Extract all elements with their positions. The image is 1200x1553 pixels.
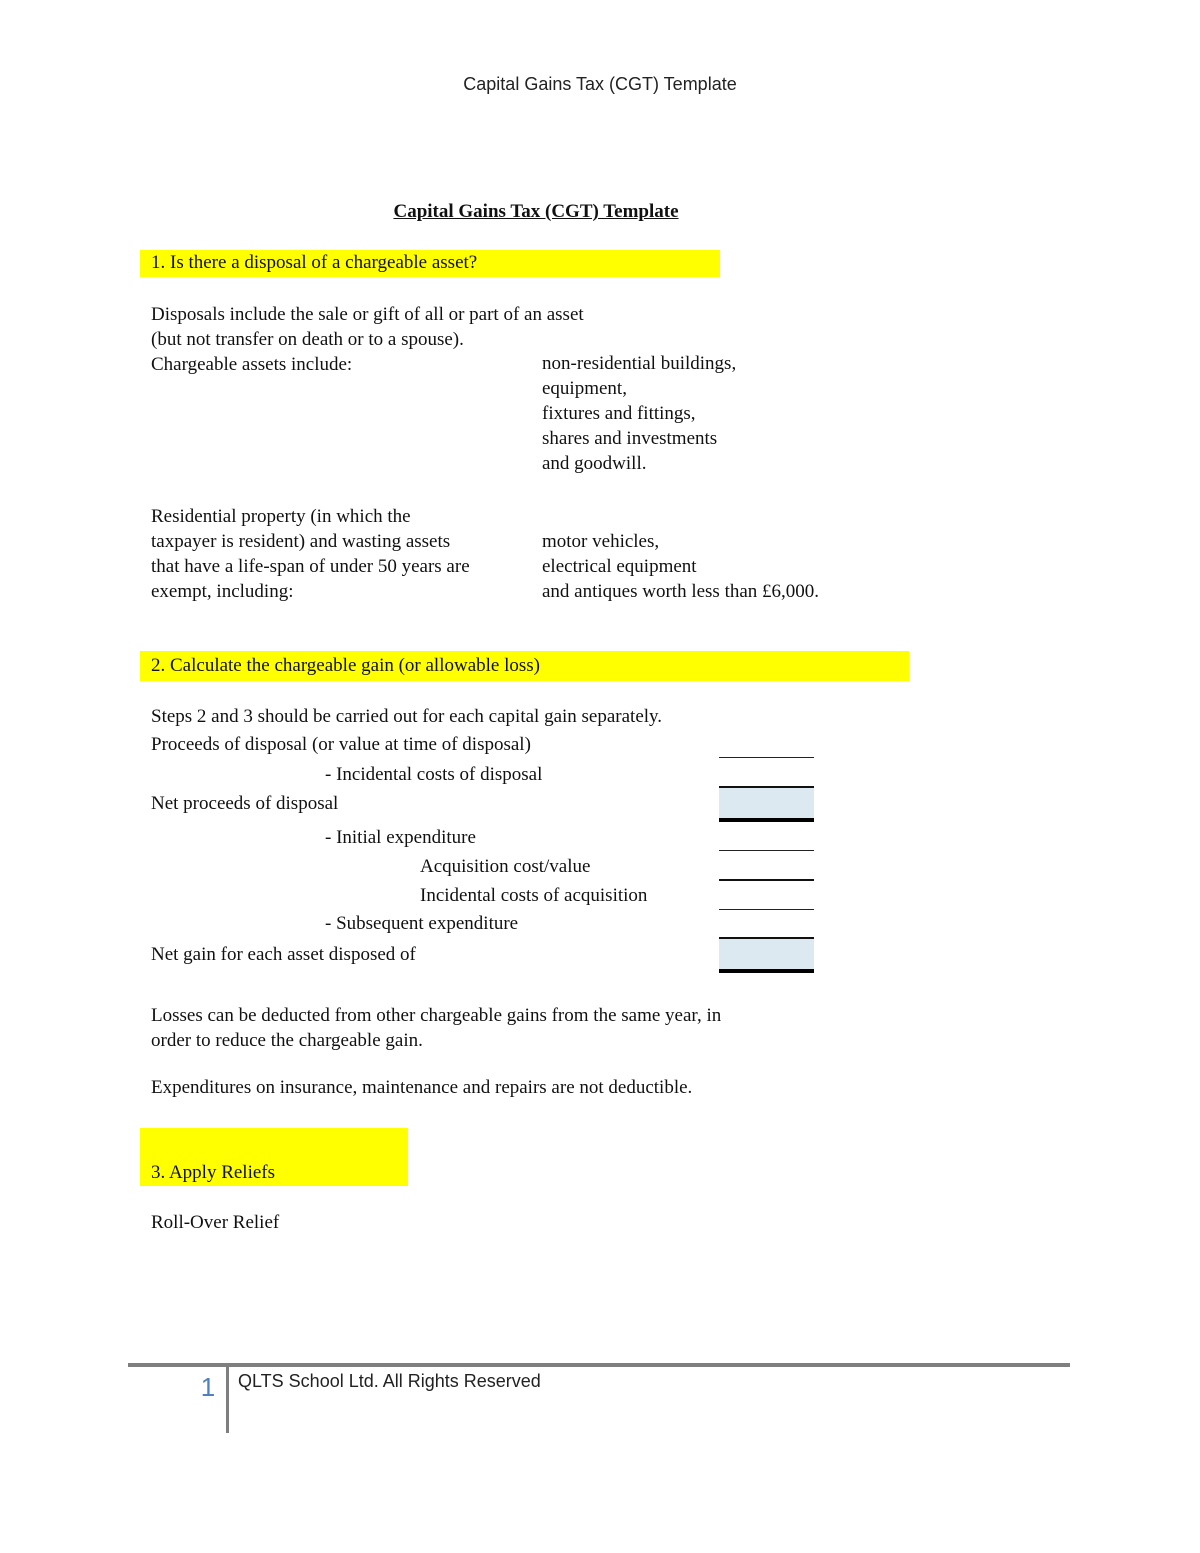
row-subsequent-expenditure-label: - Subsequent expenditure	[325, 913, 519, 934]
section3-heading-highlight	[140, 1128, 408, 1186]
row-acquisition-cost-label: Acquisition cost/value	[420, 856, 591, 877]
footer-copyright: QLTS School Ltd. All Rights Reserved	[238, 1371, 541, 1391]
acquisition-cost-amount-field[interactable]	[719, 856, 814, 881]
section1-heading: 1. Is there a disposal of a chargeable asset?	[151, 252, 478, 273]
section3-heading: 3. Apply Reliefs	[151, 1162, 276, 1183]
exempt-text	[151, 504, 470, 604]
footer-rule	[128, 1363, 1070, 1367]
list-item: equipment,	[542, 378, 627, 399]
row-incidental-disposal-label: - Incidental costs of disposal	[325, 764, 543, 785]
exempt-text-line: exempt, including:	[151, 581, 294, 602]
row-net-gain-label: Net gain for each asset disposed of	[151, 944, 416, 965]
section2-intro: Steps 2 and 3 should be carried out for each capital gain separately.	[151, 706, 663, 727]
list-item: motor vehicles,	[542, 531, 660, 552]
chargeable-assets-label: Chargeable assets include:	[151, 354, 353, 375]
list-item: shares and investments	[542, 428, 718, 449]
list-item: electrical equipment	[542, 556, 697, 577]
losses-note-line: order to reduce the chargeable gain.	[151, 1030, 423, 1051]
document-title: Capital Gains Tax (CGT) Template	[393, 201, 679, 222]
subsequent-expenditure-amount-field[interactable]	[719, 913, 814, 939]
page-number: 1	[200, 1372, 216, 1402]
list-item: and goodwill.	[542, 453, 647, 474]
list-item: non-residential buildings,	[542, 353, 737, 374]
section2-heading: 2. Calculate the chargeable gain (or allowable loss)	[151, 655, 540, 676]
list-item: fixtures and fittings,	[542, 403, 696, 424]
list-item: and antiques worth less than £6,000.	[542, 581, 820, 602]
chargeable-assets-list	[542, 351, 736, 476]
disposals-text-line: (but not transfer on death or to a spouse).	[151, 329, 464, 350]
proceeds-amount-field[interactable]	[719, 733, 814, 758]
exempt-assets-list	[542, 529, 819, 604]
row-initial-expenditure-label: - Initial expenditure	[325, 827, 476, 848]
section2-heading-highlight	[140, 651, 909, 681]
page-header: Capital Gains Tax (CGT) Template	[463, 74, 737, 94]
initial-expenditure-amount-field[interactable]	[719, 826, 814, 851]
incidental-acquisition-amount-field[interactable]	[719, 885, 814, 910]
exempt-text-line: taxpayer is resident) and wasting assets	[151, 531, 451, 552]
row-net-proceeds-label: Net proceeds of disposal	[151, 793, 339, 814]
expenditures-note: Expenditures on insurance, maintenance and repairs are not deductible.	[151, 1077, 693, 1098]
losses-note-line: Losses can be deducted from other chargeable gains from the same year, in	[151, 1005, 722, 1026]
net-proceeds-total-field[interactable]	[719, 788, 814, 822]
row-incidental-acquisition-label: Incidental costs of acquisition	[420, 885, 648, 906]
row-proceeds-label: Proceeds of disposal (or value at time of disposal)	[151, 734, 531, 755]
disposals-text	[151, 302, 584, 377]
losses-note	[151, 1003, 721, 1053]
exempt-text-line: that have a life-span of under 50 years are	[151, 556, 470, 577]
footer-divider	[226, 1367, 229, 1433]
section1-heading-highlight	[140, 250, 720, 277]
disposals-text-line: Disposals include the sale or gift of all or part of an asset	[151, 304, 584, 325]
incidental-disposal-amount-field[interactable]	[719, 763, 814, 788]
roll-over-relief: Roll-Over Relief	[151, 1212, 280, 1233]
exempt-text-line: Residential property (in which the	[151, 506, 411, 527]
net-gain-total-field[interactable]	[719, 939, 814, 973]
